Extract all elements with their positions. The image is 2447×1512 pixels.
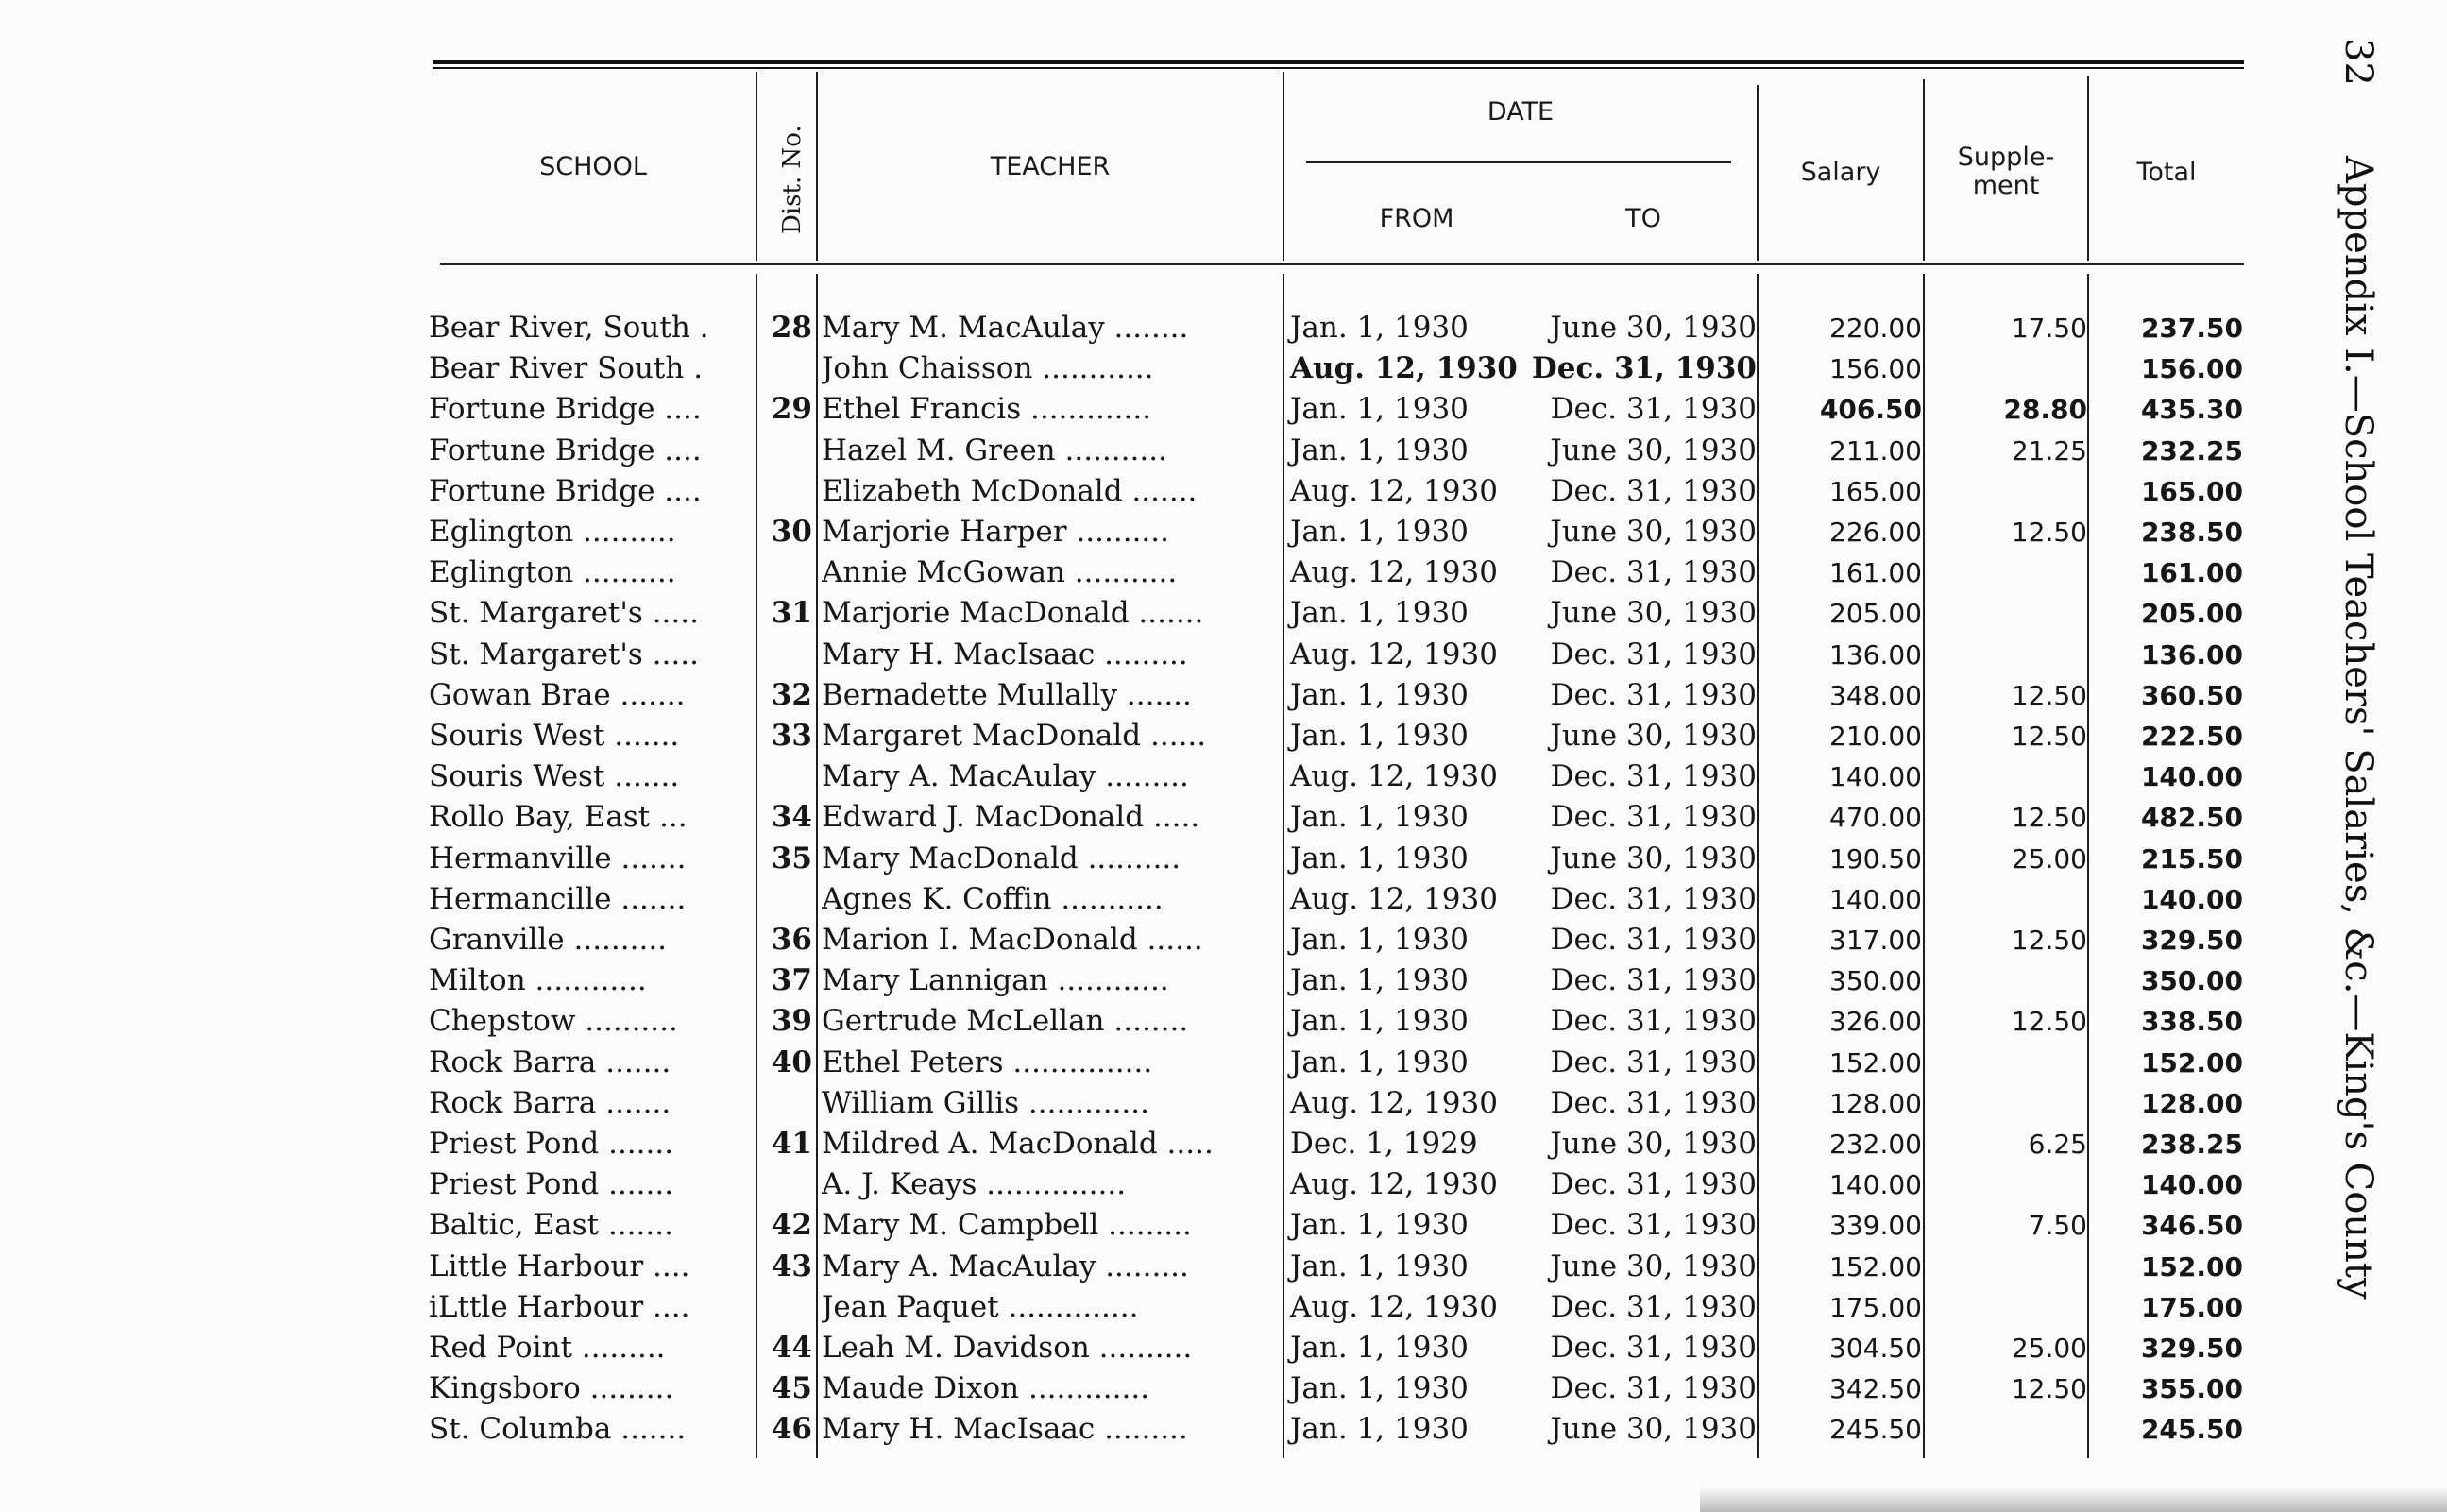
total-cell: 482.50 — [2140, 802, 2243, 834]
salary-cell: 226.00 — [1829, 517, 1922, 548]
date-to-cell: Dec. 31, 1930 — [1550, 1331, 1757, 1365]
dist-no-cell: 31 — [771, 596, 812, 631]
total-cell: 329.50 — [2140, 925, 2243, 956]
dist-no-cell: 28 — [771, 311, 812, 345]
school-cell: Chepstow .......... — [429, 1004, 678, 1039]
date-from-cell: Jan. 1, 1930 — [1290, 719, 1469, 753]
header-dist-no: Dist. No. — [778, 125, 807, 234]
total-cell: 346.50 — [2140, 1210, 2243, 1242]
school-cell: Fortune Bridge .... — [429, 392, 702, 427]
supplement-cell: 21.25 — [2011, 434, 2087, 467]
school-cell: Eglington .......... — [429, 515, 676, 549]
date-from-cell: Jan. 1, 1930 — [1290, 392, 1469, 427]
supplement-cell: 12.50 — [2011, 721, 2087, 752]
date-from-cell: Jan. 1, 1930 — [1290, 1004, 1469, 1039]
date-to-cell: Dec. 31, 1930 — [1550, 392, 1757, 427]
total-cell: 222.50 — [2140, 721, 2243, 752]
teacher-cell: Ethel Francis ............. — [822, 392, 1152, 427]
header-divider — [756, 72, 757, 261]
date-from-cell: Dec. 1, 1929 — [1290, 1127, 1478, 1161]
salary-cell: 140.00 — [1829, 1169, 1922, 1201]
teacher-cell: A. J. Keays ............... — [822, 1167, 1127, 1202]
header-top-rule-second — [433, 67, 2244, 69]
table-row — [0, 1328, 2267, 1368]
total-cell: 355.00 — [2140, 1373, 2243, 1405]
table-row — [0, 552, 2267, 593]
teacher-cell: Mary A. MacAulay ......... — [822, 1249, 1189, 1283]
school-cell: St. Columba ....... — [429, 1412, 687, 1447]
teacher-cell: Hazel M. Green ........... — [822, 433, 1167, 467]
supplement-cell: 12.50 — [2011, 517, 2087, 548]
supplement-cell: 17.50 — [2011, 313, 2087, 344]
date-to-cell: June 30, 1930 — [1550, 1249, 1757, 1283]
school-cell: Bear River South . — [429, 351, 704, 386]
teacher-cell: Maude Dixon ............. — [822, 1371, 1150, 1406]
header-school: SCHOOL — [539, 152, 647, 181]
teacher-cell: Margaret MacDonald ...... — [822, 719, 1207, 753]
teacher-cell: Mary H. MacIsaac ......... — [822, 637, 1188, 671]
school-cell: Souris West ....... — [429, 719, 680, 753]
dist-no-cell: 39 — [771, 1004, 812, 1039]
school-cell: Fortune Bridge .... — [429, 433, 702, 467]
salary-cell: 245.50 — [1829, 1414, 1922, 1446]
header-divider — [2087, 76, 2089, 261]
teacher-cell: William Gillis ............. — [822, 1085, 1149, 1120]
table-row — [0, 675, 2267, 716]
total-cell: 161.00 — [2140, 557, 2243, 589]
teacher-cell: John Chaisson ............ — [822, 351, 1154, 386]
date-to-cell: Dec. 31, 1930 — [1550, 473, 1757, 508]
teacher-cell: Annie McGowan ........... — [822, 555, 1178, 590]
school-cell: Little Harbour .... — [429, 1249, 690, 1283]
date-to-cell: June 30, 1930 — [1550, 515, 1757, 549]
date-from-cell: Aug. 12, 1930 — [1290, 555, 1498, 590]
school-cell: Rock Barra ....... — [429, 1085, 671, 1120]
salary-cell: 156.00 — [1829, 353, 1922, 385]
date-from-cell: Jan. 1, 1930 — [1290, 1045, 1469, 1079]
school-cell: Hermancille ....... — [429, 881, 687, 916]
total-cell: 140.00 — [2140, 761, 2243, 793]
table-row — [0, 471, 2267, 512]
table-row — [0, 960, 2267, 1001]
table-row — [0, 389, 2267, 430]
salary-cell: 339.00 — [1829, 1210, 1922, 1242]
total-cell: 237.50 — [2140, 313, 2243, 344]
date-from-cell: Jan. 1, 1930 — [1290, 515, 1469, 549]
date-from-cell: Aug. 12, 1930 — [1290, 1167, 1498, 1202]
school-cell: Rock Barra ....... — [429, 1045, 671, 1079]
teacher-cell: Edward J. MacDonald ..... — [822, 800, 1200, 835]
salary-cell: 128.00 — [1829, 1087, 1922, 1119]
total-cell: 140.00 — [2140, 883, 2243, 915]
dist-no-cell: 41 — [771, 1127, 812, 1161]
header-divider — [1283, 72, 1284, 261]
school-cell: St. Margaret's ..... — [429, 596, 699, 631]
salary-cell: 140.00 — [1829, 761, 1922, 793]
date-to-cell: Dec. 31, 1930 — [1550, 759, 1757, 794]
date-from-cell: Jan. 1, 1930 — [1290, 433, 1469, 467]
salary-cell: 165.00 — [1829, 475, 1922, 507]
teacher-cell: Mary A. MacAulay ......... — [822, 759, 1189, 794]
table-row — [0, 1164, 2267, 1205]
date-from-cell: Aug. 12, 1930 — [1290, 1289, 1498, 1324]
teacher-cell: Elizabeth McDonald ....... — [822, 473, 1198, 508]
header-salary: Salary — [1800, 158, 1881, 187]
header-date: DATE — [1487, 97, 1555, 127]
teacher-cell: Jean Paquet .............. — [822, 1289, 1139, 1324]
school-cell: Priest Pond ....... — [429, 1167, 674, 1202]
date-to-cell: Dec. 31, 1930 — [1550, 1371, 1757, 1406]
total-cell: 156.00 — [2140, 353, 2243, 385]
total-cell: 215.50 — [2140, 842, 2243, 875]
total-cell: 435.30 — [2140, 394, 2243, 426]
table-row — [0, 1124, 2267, 1164]
date-to-cell: Dec. 31, 1930 — [1550, 1085, 1757, 1120]
school-cell: Hermanville ....... — [429, 841, 687, 875]
salary-cell: 152.00 — [1829, 1046, 1922, 1079]
total-cell: 238.50 — [2140, 517, 2243, 548]
header-divider — [1923, 79, 1925, 261]
salary-cell: 136.00 — [1829, 638, 1922, 671]
date-divider-rule — [1306, 161, 1731, 163]
table-row — [0, 593, 2267, 634]
date-to-cell: Dec. 31, 1930 — [1550, 1208, 1757, 1243]
school-cell: Kingsboro ......... — [429, 1371, 674, 1406]
school-cell: Granville .......... — [429, 923, 668, 957]
header-divider — [816, 72, 818, 261]
school-cell: Red Point ......... — [429, 1331, 666, 1365]
date-to-cell: June 30, 1930 — [1550, 1412, 1757, 1447]
salary-cell: 210.00 — [1829, 721, 1922, 752]
salary-cell: 342.50 — [1829, 1373, 1922, 1405]
total-cell: 140.00 — [2140, 1169, 2243, 1201]
date-from-cell: Jan. 1, 1930 — [1290, 1371, 1469, 1406]
supplement-cell: 6.25 — [2028, 1129, 2087, 1160]
school-cell: Eglington .......... — [429, 555, 676, 590]
salary-cell: 406.50 — [1819, 394, 1922, 426]
date-from-cell: Jan. 1, 1930 — [1290, 596, 1469, 631]
table-row — [0, 1368, 2267, 1409]
date-to-cell: June 30, 1930 — [1550, 596, 1757, 631]
total-cell: 152.00 — [2140, 1250, 2243, 1283]
school-cell: Priest Pond ....... — [429, 1127, 674, 1161]
dist-no-cell: 46 — [771, 1412, 812, 1447]
salary-cell: 232.00 — [1829, 1129, 1922, 1160]
date-from-cell: Jan. 1, 1930 — [1290, 1412, 1469, 1447]
salary-cell: 211.00 — [1829, 434, 1922, 467]
date-to-cell: Dec. 31, 1930 — [1550, 1045, 1757, 1079]
header-top-rule — [433, 60, 2244, 64]
dist-no-cell: 45 — [771, 1371, 812, 1406]
teacher-cell: Mildred A. MacDonald ..... — [822, 1127, 1214, 1161]
salary-cell: 175.00 — [1829, 1291, 1922, 1323]
supplement-cell: 7.50 — [2028, 1210, 2087, 1242]
table-row — [0, 879, 2267, 920]
date-from-cell: Jan. 1, 1930 — [1290, 923, 1469, 957]
total-cell: 245.50 — [2140, 1414, 2243, 1446]
running-head — [2333, 38, 2389, 1379]
table-row — [0, 512, 2267, 552]
dist-no-cell: 34 — [771, 800, 812, 835]
teacher-cell: Marjorie Harper .......... — [822, 515, 1169, 549]
date-from-cell: Aug. 12, 1930 — [1290, 473, 1498, 508]
teacher-cell: Bernadette Mullally ....... — [822, 677, 1192, 712]
dist-no-cell: 30 — [771, 515, 812, 549]
table-row — [0, 1287, 2267, 1328]
date-from-cell: Jan. 1, 1930 — [1290, 1208, 1469, 1243]
school-cell: Gowan Brae ....... — [429, 677, 686, 712]
date-from-cell: Jan. 1, 1930 — [1290, 800, 1469, 835]
table-row — [0, 635, 2267, 675]
header-supplement: Supple- ment — [1957, 143, 2055, 200]
dist-no-cell: 35 — [771, 841, 812, 875]
school-cell: iLttle Harbour .... — [429, 1289, 690, 1324]
header-to: TO — [1625, 204, 1661, 233]
salary-cell: 470.00 — [1829, 802, 1922, 834]
date-from-cell: Jan. 1, 1930 — [1290, 841, 1469, 875]
header-divider — [1757, 85, 1759, 261]
supplement-cell: 12.50 — [2011, 1006, 2087, 1038]
supplement-cell: 25.00 — [2011, 1333, 2087, 1364]
date-to-cell: Dec. 31, 1930 — [1550, 800, 1757, 835]
dist-no-cell: 36 — [771, 923, 812, 957]
supplement-cell: 25.00 — [2011, 842, 2087, 875]
total-cell: 128.00 — [2140, 1087, 2243, 1119]
total-cell: 136.00 — [2140, 638, 2243, 671]
supplement-cell: 12.50 — [2011, 1373, 2087, 1405]
dist-no-cell: 37 — [771, 963, 812, 998]
teacher-cell: Agnes K. Coffin ........... — [822, 881, 1164, 916]
date-from-cell: Aug. 12, 1930 — [1290, 351, 1518, 386]
supplement-cell: 12.50 — [2011, 679, 2087, 711]
table-row — [0, 431, 2267, 471]
teacher-cell: Leah M. Davidson .......... — [822, 1331, 1193, 1365]
teacher-cell: Mary M. MacAulay ........ — [822, 311, 1189, 345]
supplement-cell: 12.50 — [2011, 802, 2087, 834]
total-cell: 175.00 — [2140, 1291, 2243, 1323]
dist-no-cell: 29 — [771, 392, 812, 427]
table-row — [0, 1409, 2267, 1450]
salary-cell: 304.50 — [1829, 1333, 1922, 1364]
teacher-cell: Marion I. MacDonald ...... — [822, 923, 1203, 957]
date-to-cell: Dec. 31, 1930 — [1550, 881, 1757, 916]
dist-no-cell: 43 — [771, 1249, 812, 1283]
school-cell: Rollo Bay, East ... — [429, 800, 688, 835]
date-to-cell: June 30, 1930 — [1550, 719, 1757, 753]
dist-no-cell: 44 — [771, 1331, 812, 1365]
table-row — [0, 756, 2267, 797]
salary-cell: 190.50 — [1829, 842, 1922, 875]
teacher-cell: Mary M. Campbell ......... — [822, 1208, 1192, 1243]
total-cell: 338.50 — [2140, 1006, 2243, 1038]
table-row — [0, 1247, 2267, 1287]
table-row — [0, 839, 2267, 879]
supplement-cell: 12.50 — [2011, 925, 2087, 956]
table-row — [0, 1205, 2267, 1246]
total-cell: 350.00 — [2140, 965, 2243, 997]
date-to-cell: Dec. 31, 1930 — [1550, 923, 1757, 957]
date-from-cell: Jan. 1, 1930 — [1290, 1331, 1469, 1365]
teacher-cell: Gertrude McLellan ........ — [822, 1004, 1189, 1039]
salary-cell: 220.00 — [1829, 313, 1922, 344]
header-total: Total — [2136, 158, 2197, 187]
total-cell: 232.25 — [2140, 434, 2243, 467]
table-row — [0, 1083, 2267, 1124]
teacher-cell: Mary MacDonald .......... — [822, 841, 1181, 875]
school-cell: Fortune Bridge .... — [429, 473, 702, 508]
dist-no-cell: 32 — [771, 677, 812, 712]
table-row — [0, 1001, 2267, 1042]
total-cell: 329.50 — [2140, 1333, 2243, 1364]
scan-edge-shadow — [1700, 1487, 2447, 1512]
table-row — [0, 716, 2267, 756]
date-to-cell: Dec. 31, 1930 — [1550, 1004, 1757, 1039]
table-row — [0, 308, 2267, 348]
school-cell: St. Margaret's ..... — [429, 637, 699, 671]
date-from-cell: Jan. 1, 1930 — [1290, 1249, 1469, 1283]
date-to-cell: Dec. 31, 1930 — [1531, 351, 1757, 386]
salary-cell: 161.00 — [1829, 557, 1922, 589]
date-to-cell: Dec. 31, 1930 — [1550, 963, 1757, 998]
dist-no-cell: 33 — [771, 719, 812, 753]
date-from-cell: Aug. 12, 1930 — [1290, 759, 1498, 794]
date-to-cell: Dec. 31, 1930 — [1550, 1289, 1757, 1324]
teacher-cell: Mary H. MacIsaac ......... — [822, 1412, 1188, 1447]
total-cell: 152.00 — [2140, 1046, 2243, 1079]
total-cell: 238.25 — [2140, 1129, 2243, 1160]
supplement-cell: 28.80 — [2003, 394, 2087, 426]
teacher-cell: Ethel Peters ............... — [822, 1045, 1153, 1079]
teacher-cell: Mary Lannigan ............ — [822, 963, 1169, 998]
salary-cell: 348.00 — [1829, 679, 1922, 711]
school-cell: Baltic, East ....... — [429, 1208, 673, 1243]
salary-cell: 350.00 — [1829, 965, 1922, 997]
header-teacher: TEACHER — [990, 152, 1111, 181]
date-to-cell: June 30, 1930 — [1550, 1127, 1757, 1161]
date-from-cell: Aug. 12, 1930 — [1290, 637, 1498, 671]
dist-no-cell: 40 — [771, 1045, 812, 1079]
total-cell: 360.50 — [2140, 679, 2243, 711]
school-cell: Souris West ....... — [429, 759, 680, 794]
salary-cell: 326.00 — [1829, 1006, 1922, 1038]
header-bottom-rule — [440, 263, 2244, 265]
total-cell: 165.00 — [2140, 475, 2243, 507]
table-row — [0, 797, 2267, 838]
date-to-cell: Dec. 31, 1930 — [1550, 677, 1757, 712]
date-from-cell: Aug. 12, 1930 — [1290, 1085, 1498, 1120]
date-from-cell: Jan. 1, 1930 — [1290, 677, 1469, 712]
date-to-cell: Dec. 31, 1930 — [1550, 555, 1757, 590]
table-row — [0, 1043, 2267, 1083]
teacher-cell: Marjorie MacDonald ....... — [822, 596, 1204, 631]
running-title: Appendix I.—School Teachers' Salaries, &c.—King's County — [2337, 156, 2380, 1300]
date-to-cell: June 30, 1930 — [1550, 841, 1757, 875]
header-from: FROM — [1379, 204, 1454, 233]
dist-no-cell: 42 — [771, 1208, 812, 1243]
table-row — [0, 348, 2267, 389]
page-number: 32 — [2337, 38, 2380, 86]
date-to-cell: Dec. 31, 1930 — [1550, 1167, 1757, 1202]
date-from-cell: Jan. 1, 1930 — [1290, 311, 1469, 345]
total-cell: 205.00 — [2140, 598, 2243, 630]
date-from-cell: Aug. 12, 1930 — [1290, 881, 1498, 916]
date-to-cell: June 30, 1930 — [1550, 311, 1757, 345]
salary-cell: 140.00 — [1829, 883, 1922, 915]
salary-cell: 205.00 — [1829, 598, 1922, 630]
school-cell: Milton ............ — [429, 963, 647, 998]
salary-cell: 317.00 — [1829, 925, 1922, 956]
table-row — [0, 920, 2267, 960]
school-cell: Bear River, South . — [429, 311, 709, 345]
salary-cell: 152.00 — [1829, 1250, 1922, 1283]
date-from-cell: Jan. 1, 1930 — [1290, 963, 1469, 998]
date-to-cell: Dec. 31, 1930 — [1550, 637, 1757, 671]
date-to-cell: June 30, 1930 — [1550, 433, 1757, 467]
